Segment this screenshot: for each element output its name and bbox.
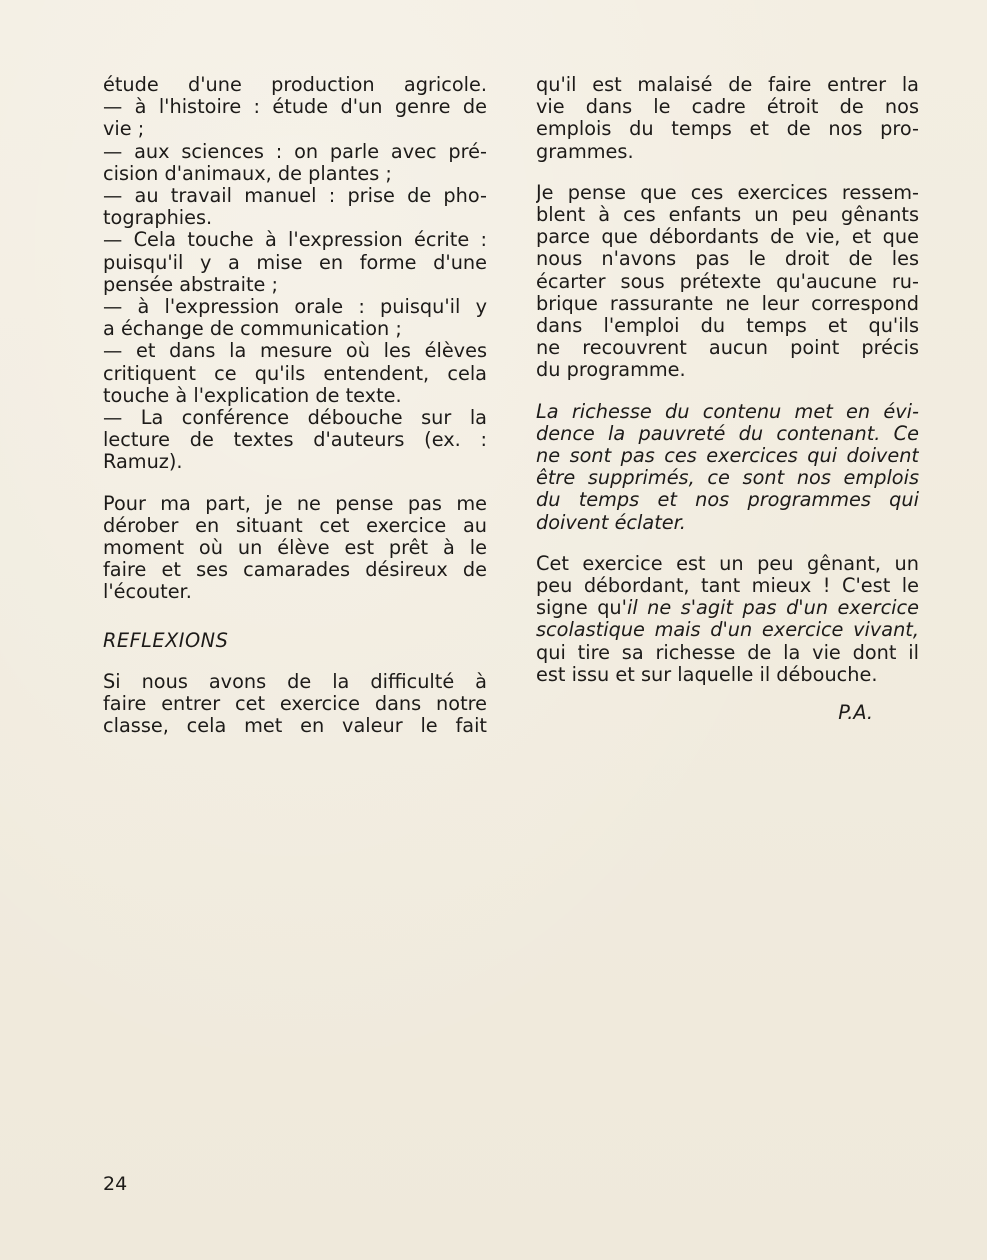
- text-line: touche à l'explication de texte.: [103, 384, 402, 407]
- text-line: critiquent ce qu'ils entendent, cela: [103, 362, 487, 385]
- text-line: scolastique mais d'un exercice vivant,: [536, 619, 919, 642]
- text-line: être supprimés, ce sont nos emplois: [536, 467, 919, 490]
- text-line: vie ;: [103, 118, 145, 141]
- text-line: ne recouvrent aucun point précis: [536, 337, 919, 360]
- text-line: qu'il est malaisé de faire entrer la: [536, 74, 919, 96]
- section-heading: REFLEXIONS: [103, 628, 229, 652]
- text-line: La richesse du contenu met en évi-: [536, 400, 919, 423]
- text-fragment: signe qu': [536, 597, 627, 620]
- text-line: dans l'emploi du temps et qu'ils: [536, 315, 919, 338]
- text-line: puisqu'il y a mise en forme d'une: [103, 251, 487, 274]
- text-line: du programme.: [536, 359, 686, 382]
- text-line: pensée abstraite ;: [103, 273, 279, 296]
- intro-paragraph: [103, 74, 487, 474]
- paragraph-gap: [536, 534, 919, 553]
- text-line: blent à ces enfants un peu gênants: [536, 204, 919, 227]
- text-line: Je pense que ces exercices ressem-: [536, 181, 919, 204]
- left-column: [103, 74, 487, 737]
- text-line: dérober en situant cet exercice au: [103, 514, 487, 537]
- text-line: vie dans le cadre étroit de nos: [536, 96, 919, 119]
- paragraph-gap: [536, 163, 919, 182]
- text-line: — au travail manuel : prise de pho-: [103, 185, 487, 208]
- text-line: — et dans la mesure où les élèves: [103, 340, 487, 363]
- text-line: — à l'expression orale : puisqu'il y: [103, 296, 487, 319]
- text-line: faire et ses camarades désireux de: [103, 559, 487, 582]
- text-line: dence la pauvreté du contenant. Ce: [536, 422, 919, 445]
- page-number: 24: [103, 1173, 128, 1195]
- paragraph-gap: [536, 382, 919, 401]
- text-line: du temps et nos programmes qui: [536, 489, 919, 512]
- paragraph-cet-exercice: [536, 553, 919, 686]
- text-line: lecture de textes d'auteurs (ex. :: [103, 429, 487, 452]
- text-line: — La conférence débouche sur la: [103, 407, 487, 430]
- text-line: moment où un élève est prêt à le: [103, 537, 487, 560]
- paragraph-je-pense: [536, 182, 919, 382]
- text-line: parce que débordants de vie, et que: [536, 226, 919, 249]
- right-column: [536, 74, 919, 724]
- paragraph-gap: [103, 604, 487, 630]
- text-line: écarter sous prétexte qu'aucune ru-: [536, 270, 919, 293]
- text-line: Si nous avons de la difficulté à: [103, 670, 487, 693]
- author-signature: P.A.: [838, 701, 873, 725]
- text-line: — Cela touche à l'expression écrite :: [103, 229, 487, 252]
- paragraph-gap: [103, 474, 487, 493]
- text-line: doivent éclater.: [536, 511, 686, 534]
- text-line: grammes.: [536, 140, 634, 163]
- text-line: emplois du temps et de nos pro-: [536, 118, 919, 141]
- text-line: étude d'une production agricole.: [103, 74, 487, 96]
- paragraph-gap: [103, 652, 487, 671]
- paragraph-reflexions: [103, 671, 487, 738]
- text-line: Cet exercice est un peu gênant, un: [536, 552, 919, 575]
- text-line: ne sont pas ces exercices qui doivent: [536, 445, 919, 468]
- text-line: qui tire sa richesse de la vie dont il: [536, 641, 919, 664]
- text-line: Ramuz).: [103, 451, 183, 474]
- italic-fragment: il ne s'agit pas d'un exercice: [626, 597, 919, 620]
- paragraph-pour-ma-part: [103, 493, 487, 604]
- text-line: faire entrer cet exercice dans notre: [103, 693, 487, 716]
- text-line: cision d'animaux, de plantes ;: [103, 162, 392, 185]
- text-line: nous n'avons pas le droit de les: [536, 248, 919, 271]
- text-line: Pour ma part, je ne pense pas me: [103, 492, 487, 515]
- text-line: classe, cela met en valeur le fait: [103, 715, 487, 738]
- text-line: brique rassurante ne leur correspond: [536, 292, 919, 315]
- text-line: — aux sciences : on parle avec pré-: [103, 140, 487, 163]
- text-line: — à l'histoire : étude d'un genre de: [103, 96, 487, 119]
- text-line-mixed: [536, 597, 919, 619]
- text-line: est issu et sur laquelle il débouche.: [536, 663, 878, 686]
- paragraph-richesse: [536, 401, 919, 534]
- paragraph-continuation: [536, 74, 919, 163]
- text-line: peu débordant, tant mieux ! C'est le: [536, 575, 919, 598]
- text-line: a échange de communication ;: [103, 318, 402, 341]
- text-line: l'écouter.: [103, 581, 192, 604]
- text-line: tographies.: [103, 207, 213, 230]
